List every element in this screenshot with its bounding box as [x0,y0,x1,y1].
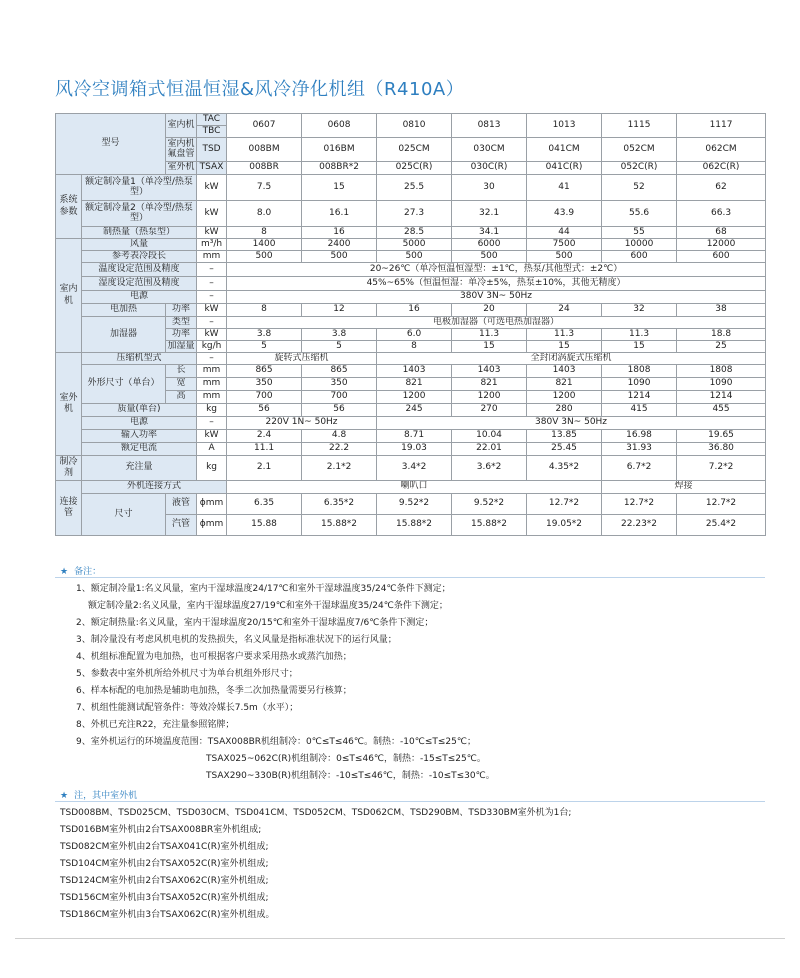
liquid-pipe-value: 6.35 [227,494,302,515]
tsd-model: 062CM [677,138,766,162]
humidity-range-label: 湿度设定范围及精度 [82,277,197,291]
length-value: 1403 [527,365,602,378]
tac-model: 1117 [677,114,766,138]
sub-notes-heading [60,788,137,801]
refrigerant-label: 制冷剂 [56,456,82,481]
sub-notes-divider [55,801,765,802]
humidifier-type-value: 电极加湿器（可选电热加湿器） [227,317,766,329]
note-item: 5、参数表中室外机所给外机尺寸为单台机组外形尺寸； [76,669,298,679]
outdoor-section-label: 室外机 [56,353,82,456]
dash: – [197,291,227,304]
unit-kw: kW [197,304,227,317]
sub-note-item: TSD156CM室外机由3台TSAX052C(R)室外机组成; [60,893,269,903]
note-item: 8、外机已充注R22，充注量参照铭牌； [76,720,235,730]
note-item: 7、机组性能测试配管条件：等效冷媒长7.5m（水平）； [76,703,299,713]
tac-model: 1013 [527,114,602,138]
compressor-scroll: 全封闭涡旋式压缩机 [377,353,766,365]
height-value: 700 [302,391,377,404]
length-value: 1403 [452,365,527,378]
gas-pipe-value: 15.88*2 [452,515,527,536]
mass-value: 56 [227,404,302,417]
tac-model: 1115 [602,114,677,138]
outdoor-power-label: 电源 [82,417,197,430]
input-power-value: 8.71 [377,430,452,443]
humidifier-power-value: 11.3 [452,329,527,341]
humidification-amount-label: 加湿量 [167,340,195,351]
liquid-pipe-label: 液管 [166,494,197,515]
tsd-model: 041CM [527,138,602,162]
input-power-value: 10.04 [452,430,527,443]
length-value: 865 [302,365,377,378]
dash: – [197,417,227,430]
liquid-pipe-value: 12.7*2 [602,494,677,515]
coil-length-label: 参考表冷段长 [82,251,197,263]
temp-range-label: 温度设定范围及精度 [82,263,197,277]
unit-m3h: m³/h [197,239,227,251]
gas-pipe-label: 汽管 [166,515,197,536]
unit-kw: kW [197,175,227,201]
tsax-model: 008BR [227,162,302,175]
airflow-value: 5000 [377,239,452,251]
gas-pipe-value: 15.88*2 [302,515,377,536]
heating-value: 44 [527,227,602,239]
gas-pipe-value: 19.05*2 [527,515,602,536]
input-power-value: 13.85 [527,430,602,443]
cooling-2-value: 8.0 [227,201,302,227]
indoor-fluorine-label: 室内机氟盘管 [166,138,197,162]
heating-value: 34.1 [452,227,527,239]
sub-note-item: TSD082CM室外机由2台TSAX041C(R)室外机组成; [60,842,269,852]
note-item: 2、额定制热量:名义风量，室内干湿球温度20/15℃和室外干湿球温度7/6℃条件下测定； [76,618,434,628]
tsd-model: 008BM [227,138,302,162]
tsd-model: 030CM [452,138,527,162]
tbc-label: TBC [197,126,227,138]
cooling-2-value: 55.6 [602,201,677,227]
rated-current-value: 22.2 [302,443,377,456]
connection-weld: 焊接 [602,481,766,494]
heating-value: 55 [602,227,677,239]
charge-value: 6.7*2 [602,456,677,481]
liquid-pipe-value: 12.7*2 [527,494,602,515]
charge-value: 3.6*2 [452,456,527,481]
cooling-1-value: 15 [302,175,377,201]
unit-mm: mm [197,378,227,391]
cooling-1-value: 41 [527,175,602,201]
humidifier-power-value: 11.3 [602,329,677,341]
unit-mm: mm [197,365,227,378]
coil-length-value: 500 [227,251,302,263]
notes-heading [60,564,101,577]
charge-value: 3.4*2 [377,456,452,481]
note-item: 4、机组标准配置为电加热，也可根据客户要求采用热水或蒸汽加热； [76,652,352,662]
input-power-value: 2.4 [227,430,302,443]
liquid-pipe-value: 6.35*2 [302,494,377,515]
star-icon: ★ [60,791,69,801]
tac-model: 0810 [377,114,452,138]
humidifier-type-label: 类型 [166,317,197,329]
humidifier-power-label: 功率 [166,329,197,341]
length-value: 865 [227,365,302,378]
note-item: TSAX290~330B(R)机组制冷：-10≤T≤46℃，制热：-10≤T≤30℃。 [206,771,495,781]
humidification-amount-value: 15 [602,341,677,353]
tsax-model: 062C(R) [677,162,766,175]
mass-label: 质量(单台) [82,404,197,417]
width-value: 1090 [677,378,766,391]
heating-value: 8 [227,227,302,239]
rated-current-value: 11.1 [227,443,302,456]
cooling-2-value: 32.1 [452,201,527,227]
humidifier-power-value: 3.8 [302,329,377,341]
indoor-section-label: 室内机 [56,239,82,353]
heating-value: 28.5 [377,227,452,239]
humidity-range-value: 45%~65%（恒温恒湿：单冷±5%，热泵±10%，其他无精度） [227,277,766,291]
height-value: 1214 [602,391,677,404]
unit-phimm: ϕmm [197,515,227,536]
height-value: 700 [227,391,302,404]
tsax-label: TSAX [197,162,227,175]
cooling-2-value: 66.3 [677,201,766,227]
humidification-amount-value: 5 [302,341,377,353]
heater-power-value: 16 [377,304,452,317]
electric-heater-label: 电加热 [82,304,166,317]
heater-power-value: 24 [527,304,602,317]
cooling-1-value: 25.5 [377,175,452,201]
unit-kw: kW [197,227,227,239]
dash: – [197,277,227,291]
mass-value: 455 [677,404,766,417]
height-label: 高 [166,391,197,404]
sub-note-item: TSD016BM室外机由2台TSAX008BR室外机组成; [60,825,262,835]
unit-kgh: kg/h [197,341,227,353]
sub-note-item: TSD124CM室外机由2台TSAX062C(R)室外机组成; [60,876,269,886]
tsd-label: TSD [197,138,227,162]
cooling-1-value: 62 [677,175,766,201]
length-value: 1808 [677,365,766,378]
mass-value: 270 [452,404,527,417]
humidification-amount-value: 8 [377,341,452,353]
width-value: 350 [302,378,377,391]
notes-heading-text: 备注： [74,567,102,577]
notes-divider [55,577,765,578]
connection-flare: 喇叭口 [227,481,602,494]
humidifier-power-value: 11.3 [527,329,602,341]
connection-method-label: 外机连接方式 [82,481,227,494]
humidification-amount-value: 25 [677,341,766,353]
charge-label: 充注量 [82,456,197,481]
spec-table [55,113,766,536]
dash: – [197,317,227,329]
width-value: 821 [527,378,602,391]
indoor-unit-label: 室内机 [166,114,197,138]
tac-label: TAC [197,114,227,126]
dimensions-label: 外形尺寸（单台） [82,365,166,404]
cooling-1-value: 7.5 [227,175,302,201]
mass-value: 245 [377,404,452,417]
gas-pipe-value: 15.88 [227,515,302,536]
compressor-type-label: 压缩机型式 [82,353,197,365]
pipe-size-label: 尺寸 [82,494,166,536]
unit-a: A [197,443,227,456]
width-value: 821 [377,378,452,391]
coil-length-value: 500 [302,251,377,263]
coil-length-value: 500 [377,251,452,263]
rated-current-value: 36.80 [677,443,766,456]
input-power-value: 4.8 [302,430,377,443]
heater-power-value: 12 [302,304,377,317]
airflow-value: 7500 [527,239,602,251]
compressor-rotary: 旋转式压缩机 [227,353,377,365]
width-value: 821 [452,378,527,391]
input-power-value: 19.65 [677,430,766,443]
rated-current-label: 额定电流 [82,443,197,456]
model-label: 型号 [56,114,166,175]
system-params-label: 系统参数 [56,175,82,239]
cooling-1-value: 52 [602,175,677,201]
outdoor-unit-label: 室外机 [166,162,197,175]
tsd-model: 052CM [602,138,677,162]
mass-value: 280 [527,404,602,417]
width-value: 1090 [602,378,677,391]
charge-value: 4.35*2 [527,456,602,481]
page-bottom-divider [15,938,785,939]
note-item: 额定制冷量2:名义风量，室内干湿球温度27/19℃和室外干湿球温度35/24℃条件下测定； [88,601,448,611]
cooling-2-value: 16.1 [302,201,377,227]
tsd-model: 016BM [302,138,377,162]
gas-pipe-value: 15.88*2 [377,515,452,536]
unit-kw: kW [197,430,227,443]
heater-power-value: 38 [677,304,766,317]
heater-power-value: 20 [452,304,527,317]
coil-length-value: 600 [677,251,766,263]
input-power-label: 输入功率 [82,430,197,443]
rated-current-value: 19.03 [377,443,452,456]
heating-capacity-label: 制热量（热泵型） [82,227,197,239]
humidifier-power-value: 18.8 [677,329,766,341]
sub-note-item: TSD008BM、TSD025CM、TSD030CM、TSD041CM、TSD052CM、TSD062CM、TSD290BM、TSD330BM室外机为1台; [60,808,572,818]
temp-range-value: 20~26℃（单冷恒温恒湿型：±1℃，热泵/其他型式：±2℃） [227,263,766,277]
indoor-power-label: 电源 [82,291,197,304]
unit-mm: mm [197,251,227,263]
note-item: 6、样本标配的电加热是辅助电加热，冬季二次加热量需要另行核算； [76,686,352,696]
coil-length-value: 500 [452,251,527,263]
outdoor-power-2: 380V 3N~ 50Hz [377,417,766,430]
mass-value: 415 [602,404,677,417]
sub-note-item: TSD104CM室外机由2台TSAX052C(R)室外机组成; [60,859,269,869]
dash: – [197,263,227,277]
input-power-value: 16.98 [602,430,677,443]
tsax-model: 008BR*2 [302,162,377,175]
cooling-1-value: 30 [452,175,527,201]
heating-value: 68 [677,227,766,239]
length-value: 1808 [602,365,677,378]
heater-power-label: 功率 [166,304,197,317]
humidification-amount-value: 15 [452,341,527,353]
cooling-capacity-2-label: 额定制冷量2（单冷型/热泵型） [82,201,197,227]
width-label: 宽 [166,378,197,391]
note-item: 1、额定制冷量1:名义风量，室内干湿球温度24/17℃和室外干湿球温度35/24℃条件下测定； [76,584,451,594]
height-value: 1200 [377,391,452,404]
liquid-pipe-value: 12.7*2 [677,494,766,515]
airflow-value: 1400 [227,239,302,251]
charge-value: 2.1*2 [302,456,377,481]
airflow-value: 6000 [452,239,527,251]
tsax-model: 052C(R) [602,162,677,175]
heater-power-value: 32 [602,304,677,317]
length-label: 长 [166,365,197,378]
width-value: 350 [227,378,302,391]
airflow-value: 2400 [302,239,377,251]
gas-pipe-value: 22.23*2 [602,515,677,536]
mass-value: 56 [302,404,377,417]
coil-length-value: 600 [602,251,677,263]
unit-kg: kg [197,404,227,417]
note-item: TSAX025~062C(R)机组制冷：0≤T≤46℃，制热：-15≤T≤25℃。 [206,754,486,764]
humidification-amount-value: 5 [227,341,302,353]
star-icon: ★ [60,567,69,577]
height-value: 1200 [452,391,527,404]
unit-kg: kg [197,456,227,481]
note-item: 9、室外机运行的环境温度范围：TSAX008BR机组制冷：0℃≤T≤46℃。制热：-10℃≤T≤25℃； [76,737,476,747]
sub-note-item: TSD186CM室外机由3台TSAX062C(R)室外机组成。 [60,910,275,920]
height-value: 1214 [677,391,766,404]
rated-current-value: 31.93 [602,443,677,456]
sub-notes-heading-text: 注，其中室外机 [74,791,138,801]
indoor-power-value: 380V 3N~ 50Hz [227,291,766,304]
tac-model: 0608 [302,114,377,138]
humidifier-power-value: 6.0 [377,329,452,341]
rated-current-value: 25.45 [527,443,602,456]
liquid-pipe-value: 9.52*2 [377,494,452,515]
unit-phimm: ϕmm [197,494,227,515]
length-value: 1403 [377,365,452,378]
tac-model: 0813 [452,114,527,138]
unit-mm: mm [197,391,227,404]
tsd-model: 025CM [377,138,452,162]
dash: – [197,353,227,365]
airflow-value: 12000 [677,239,766,251]
coil-length-value: 500 [527,251,602,263]
airflow-label: 风量 [82,239,197,251]
humidifier-label: 加湿器 [82,317,166,353]
note-item: 3、制冷量没有考虑风机电机的发热损失，名义风量是指标准状况下的运行风量； [76,635,397,645]
outdoor-power-1: 220V 1N~ 50Hz [227,417,377,430]
tsax-model: 041C(R) [527,162,602,175]
charge-value: 7.2*2 [677,456,766,481]
liquid-pipe-value: 9.52*2 [452,494,527,515]
gas-pipe-value: 25.4*2 [677,515,766,536]
airflow-value: 10000 [602,239,677,251]
tsax-model: 025C(R) [377,162,452,175]
cooling-2-value: 43.9 [527,201,602,227]
cooling-2-value: 27.3 [377,201,452,227]
heater-power-value: 8 [227,304,302,317]
humidifier-power-value: 3.8 [227,329,302,341]
charge-value: 2.1 [227,456,302,481]
humidification-amount-value: 15 [527,341,602,353]
cooling-capacity-1-label: 额定制冷量1（单冷型/热泵型） [82,175,197,201]
tac-model: 0607 [227,114,302,138]
tsax-model: 030C(R) [452,162,527,175]
unit-kw: kW [197,201,227,227]
rated-current-value: 22.01 [452,443,527,456]
page-title: 风冷空调箱式恒温恒湿&风冷净化机组（R410A） [55,79,465,100]
height-value: 1200 [527,391,602,404]
connecting-pipe-label: 连接管 [56,481,82,536]
unit-kw: kW [197,329,227,341]
heating-value: 16 [302,227,377,239]
